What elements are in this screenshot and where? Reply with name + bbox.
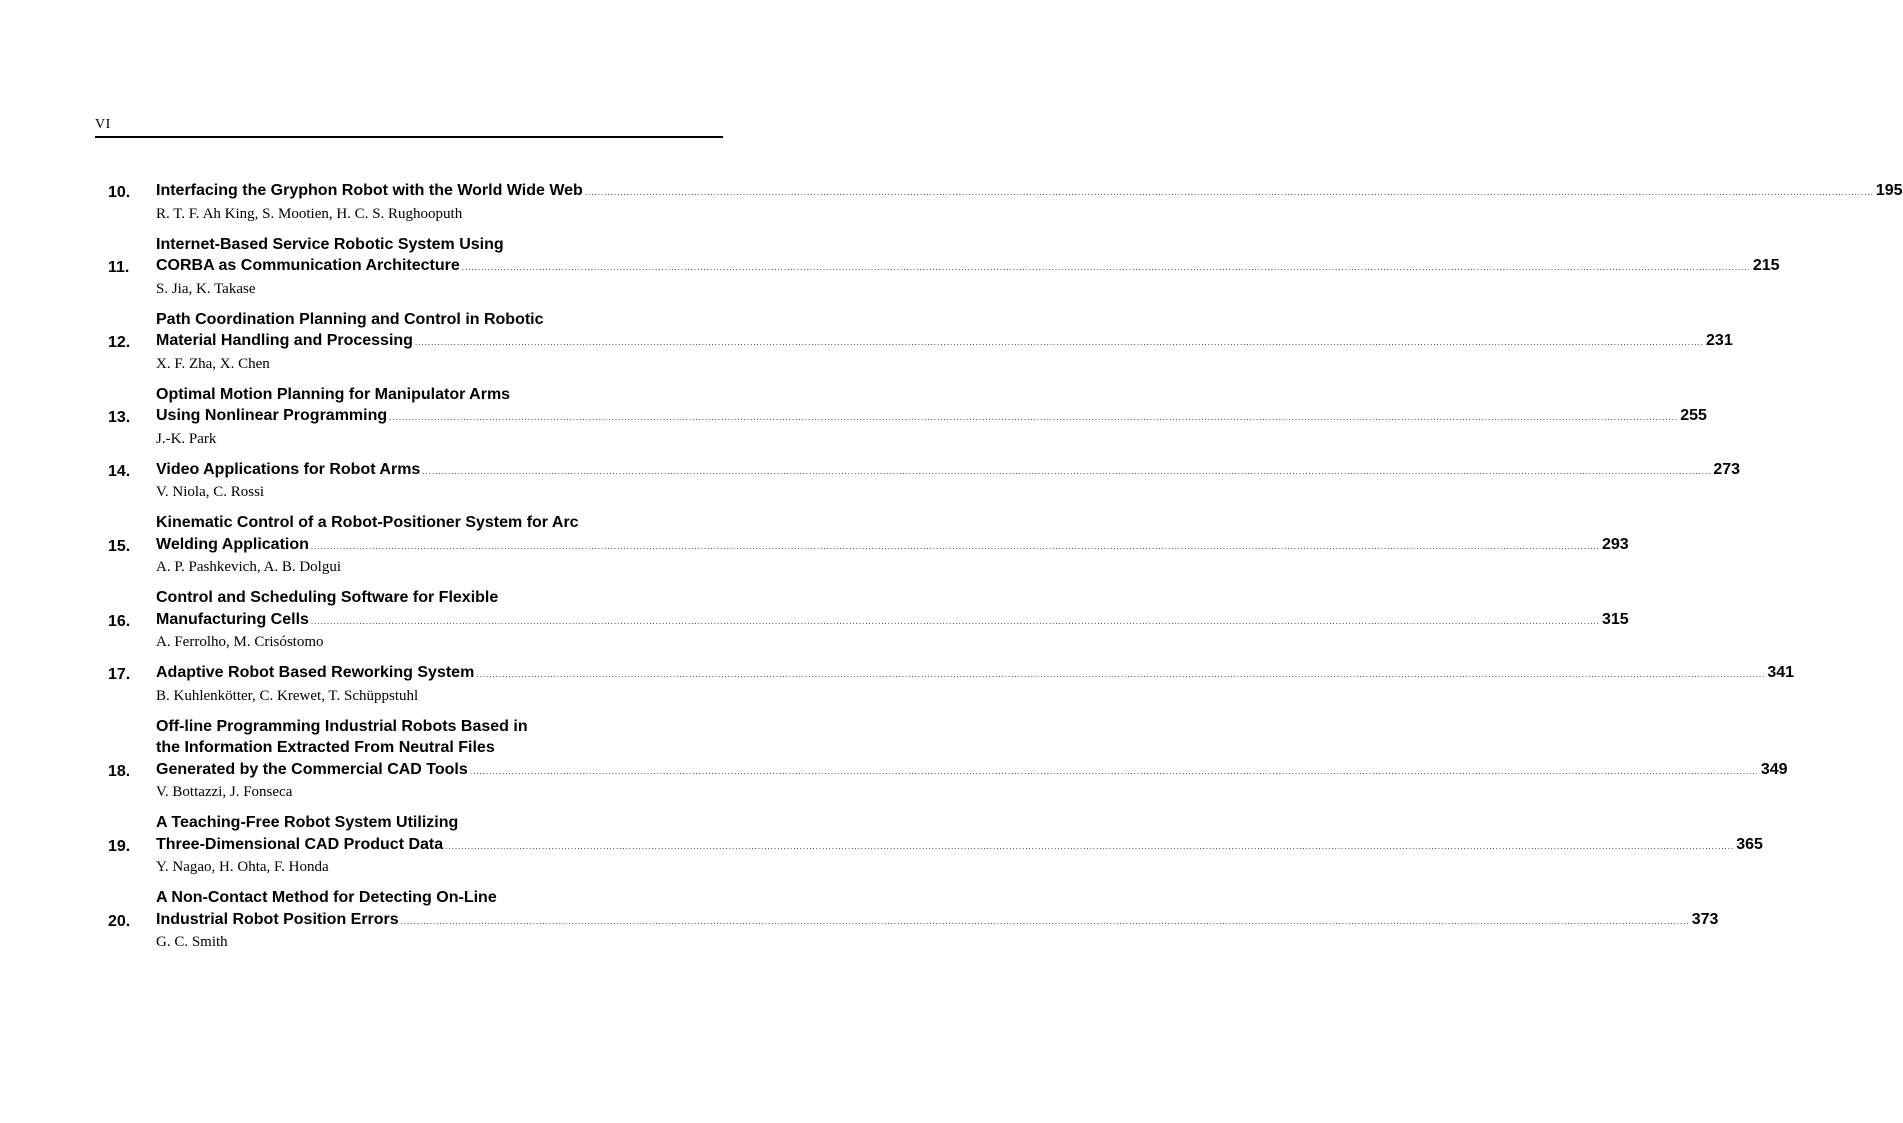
chapter-title-line: Using Nonlinear Programming xyxy=(156,407,388,424)
page-reference[interactable]: 195 xyxy=(1875,182,1903,199)
chapter-title-line: Optimal Motion Planning for Manipulator Arms xyxy=(156,385,511,403)
dot-leader: ................................................................................................................................................................................................................................................................................................................................................................................................................ xyxy=(584,188,1874,197)
page-reference[interactable]: 293 xyxy=(1601,535,1629,553)
page-reference[interactable]: 365 xyxy=(1736,835,1763,853)
chapter-title-line: the Information Extracted From Neutral Files xyxy=(156,739,495,756)
toc-entry[interactable] xyxy=(108,309,1733,374)
chapter-title-line: Manufacturing Cells xyxy=(156,610,309,628)
chapter-number: 20. xyxy=(108,912,131,930)
chapter-authors: J.-K. Park xyxy=(156,430,217,447)
toc-entry[interactable] xyxy=(108,662,1795,706)
toc-entry[interactable] xyxy=(108,587,1629,652)
toc-entry[interactable] xyxy=(108,234,1780,299)
toc-entry[interactable] xyxy=(108,716,1788,803)
toc-entry[interactable] xyxy=(108,180,1903,224)
chapter-title-line: A Teaching-Free Robot System Utilizing xyxy=(156,814,459,831)
chapter-title-line: Internet-Based Service Robotic System Using xyxy=(156,235,504,253)
dot-leader: ................................................................................................................................................................................................................................................................................................................................................................................................................ xyxy=(445,841,1735,851)
dot-leader: ................................................................................................................................................................................................................................................................................................................................................................................................................ xyxy=(310,541,1600,551)
chapter-authors: G. C. Smith xyxy=(156,934,228,950)
dot-leader: ................................................................................................................................................................................................................................................................................................................................................................................................................ xyxy=(469,766,1759,776)
page-reference[interactable]: 273 xyxy=(1713,460,1741,478)
chapter-authors: V. Niola, C. Rossi xyxy=(156,484,265,500)
chapter-title-line: Adaptive Robot Based Reworking System xyxy=(156,664,475,681)
chapter-title-line: Industrial Robot Position Errors xyxy=(156,910,399,928)
chapter-title-line: Kinematic Control of a Robot-Positioner System for Arc xyxy=(156,514,579,531)
chapter-number: 14. xyxy=(108,462,131,480)
chapter-title-line: Three-Dimensional CAD Product Data xyxy=(156,835,444,853)
chapter-title-line: Welding Application xyxy=(156,535,309,553)
chapter-authors: B. Kuhlenkötter, C. Krewet, T. Schüppstuhl xyxy=(156,687,419,704)
chapter-number: 16. xyxy=(108,612,131,630)
page-reference[interactable]: 231 xyxy=(1706,332,1733,349)
chapter-authors: S. Jia, K. Takase xyxy=(156,280,256,297)
page-number: VI xyxy=(95,117,111,132)
toc-entry[interactable] xyxy=(108,512,1629,577)
chapter-authors: V. Bottazzi, J. Fonseca xyxy=(156,784,293,800)
chapter-title-line: Path Coordination Planning and Control in Robotic xyxy=(156,310,544,328)
toc-entry[interactable] xyxy=(108,812,1763,877)
chapter-title-line: Video Applications for Robot Arms xyxy=(156,460,421,478)
chapter-authors: A. Ferrolho, M. Crisóstomo xyxy=(156,634,324,650)
dot-leader: ................................................................................................................................................................................................................................................................................................................................................................................................................ xyxy=(414,338,1705,347)
page-reference[interactable]: 373 xyxy=(1691,910,1719,928)
chapter-number: 12. xyxy=(108,334,131,351)
dot-leader: ................................................................................................................................................................................................................................................................................................................................................................................................................ xyxy=(461,263,1751,272)
chapter-authors: R. T. F. Ah King, S. Mootien, H. C. S. Rughooputh xyxy=(156,205,463,222)
dot-leader: ................................................................................................................................................................................................................................................................................................................................................................................................................ xyxy=(389,413,1679,422)
page-reference[interactable]: 315 xyxy=(1601,610,1629,628)
chapter-title-line: Interfacing the Gryphon Robot with the World Wide Web xyxy=(156,182,583,199)
chapter-number: 19. xyxy=(108,837,131,855)
chapter-number: 15. xyxy=(108,537,131,555)
chapter-number: 17. xyxy=(108,666,131,683)
chapter-title-line: Off-line Programming Industrial Robots Based in xyxy=(156,717,528,735)
chapter-title-line: A Non-Contact Method for Detecting On-Line xyxy=(156,889,497,906)
toc-entry[interactable] xyxy=(108,459,1741,503)
toc-entry[interactable] xyxy=(108,887,1719,952)
chapter-authors: X. F. Zha, X. Chen xyxy=(156,355,270,372)
dot-leader: ................................................................................................................................................................................................................................................................................................................................................................................................................ xyxy=(310,616,1600,626)
dot-leader: ................................................................................................................................................................................................................................................................................................................................................................................................................ xyxy=(476,670,1766,679)
chapter-number: 13. xyxy=(108,409,131,426)
chapter-number: 18. xyxy=(108,762,131,780)
page-reference[interactable]: 341 xyxy=(1767,664,1795,681)
page-reference[interactable]: 349 xyxy=(1760,760,1788,778)
running-header xyxy=(95,117,723,138)
dot-leader: ................................................................................................................................................................................................................................................................................................................................................................................................................ xyxy=(422,466,1712,476)
chapter-title-line: Control and Scheduling Software for Flexible xyxy=(156,589,499,606)
toc-entry[interactable] xyxy=(108,384,1707,449)
chapter-number: 10. xyxy=(108,184,131,201)
page-reference[interactable]: 215 xyxy=(1752,257,1780,274)
chapter-title-line: Material Handling and Processing xyxy=(156,332,413,349)
page-reference[interactable]: 255 xyxy=(1680,407,1707,424)
chapter-authors: Y. Nagao, H. Ohta, F. Honda xyxy=(156,859,329,875)
dot-leader: ................................................................................................................................................................................................................................................................................................................................................................................................................ xyxy=(400,916,1690,926)
chapter-title-line: CORBA as Communication Architecture xyxy=(156,257,460,274)
chapter-authors: A. P. Pashkevich, A. B. Dolgui xyxy=(156,559,342,575)
chapter-title-line: Generated by the Commercial CAD Tools xyxy=(156,760,468,778)
table-of-contents xyxy=(108,180,1903,962)
chapter-number: 11. xyxy=(108,259,130,276)
